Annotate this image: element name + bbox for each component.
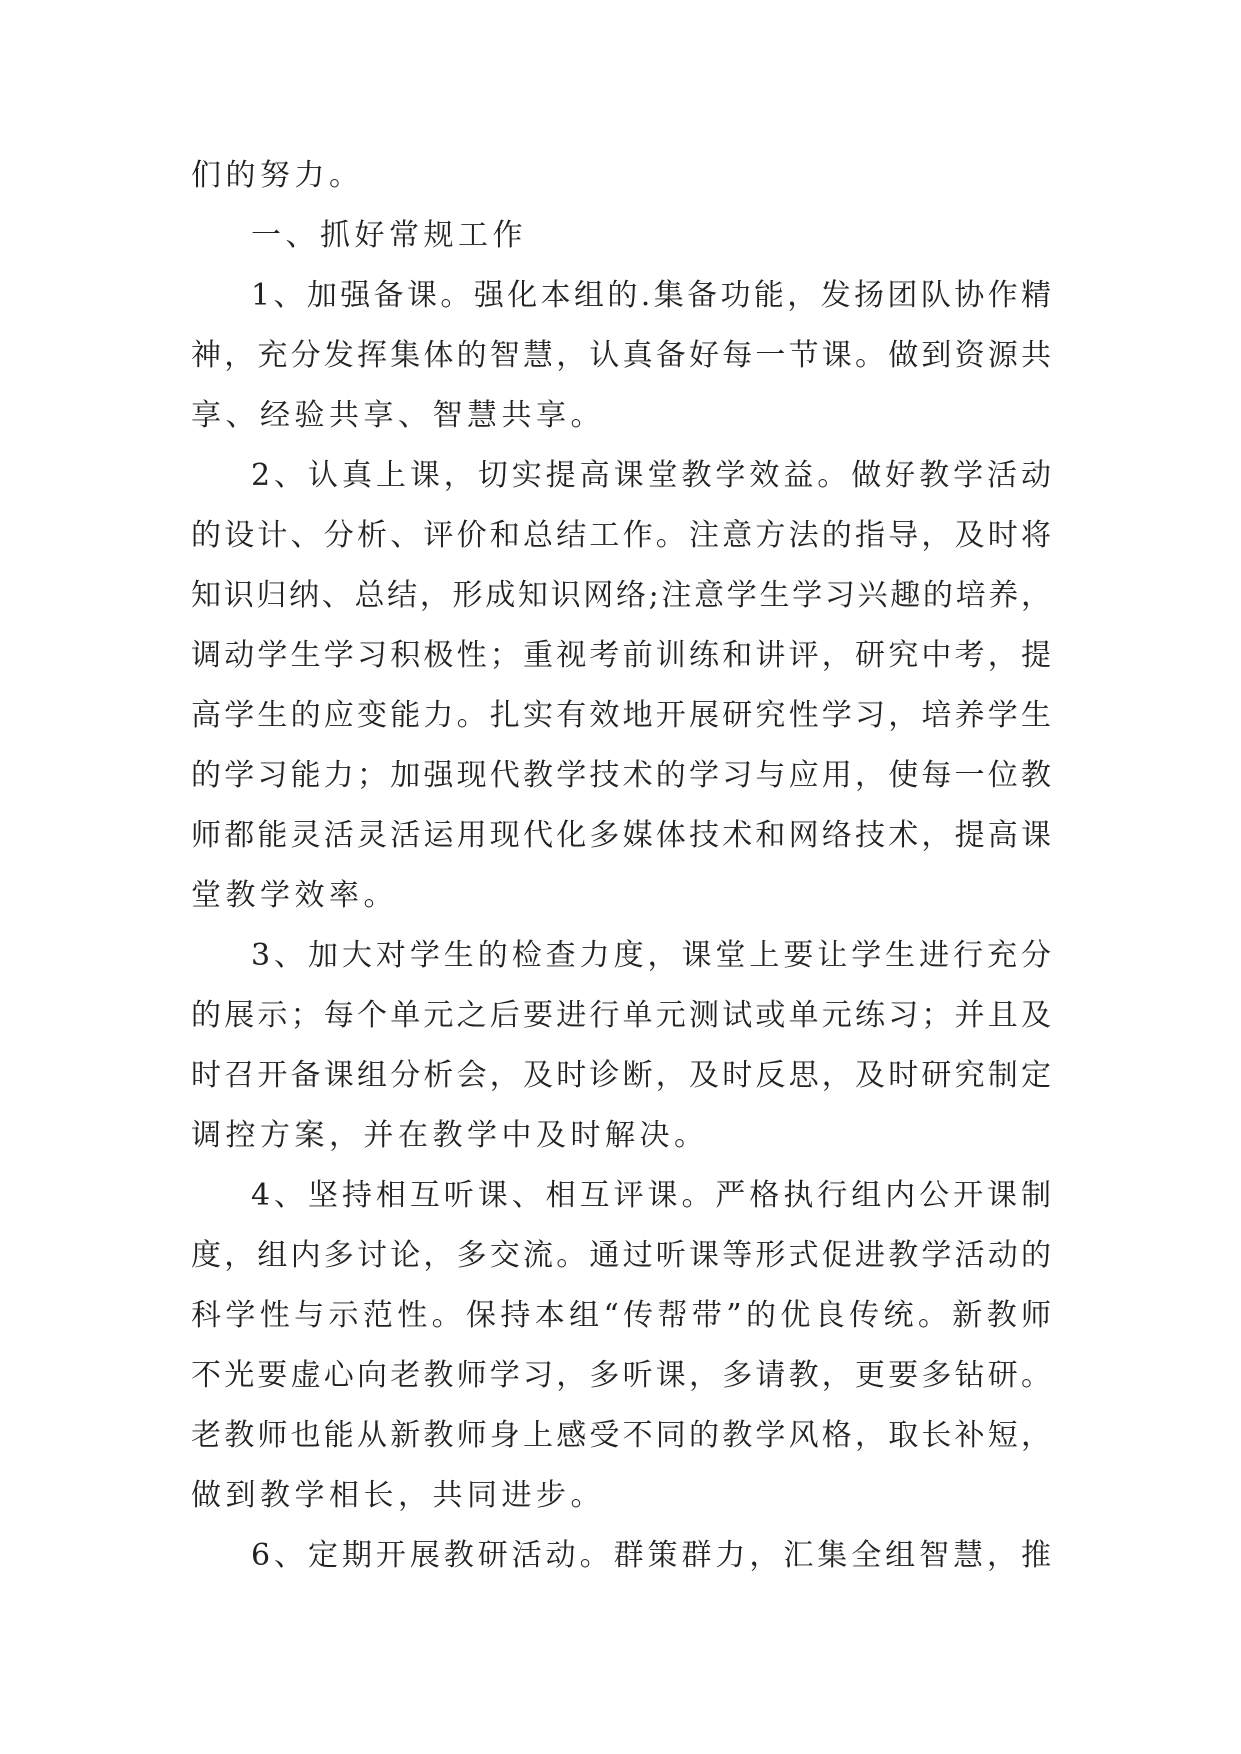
text-line: 2、认真上课，切实提高课堂教学效益。做好教学活动 [251,458,1051,493]
text-line: 高学生的应变能力。扎实有效地开展研究性学习，培养学生 [191,698,1051,733]
text-line: 1、加强备课。强化本组的.集备功能，发扬团队协作精 [251,278,1051,313]
text-line: 老教师也能从新教师身上感受不同的教学风格，取长补短， [191,1418,1051,1453]
text-line: 3、加大对学生的检查力度，课堂上要让学生进行充分 [251,938,1051,973]
text-line: 知识归纳、总结，形成知识网络;注意学生学习兴趣的培养， [191,578,1051,613]
text-line: 科学性与示范性。保持本组“传帮带”的优良传统。新教师 [191,1298,1051,1333]
text-line: 调动学生学习积极性；重视考前训练和讲评，研究中考，提 [191,638,1051,673]
text-line: 度，组内多讨论，多交流。通过听课等形式促进教学活动的 [191,1238,1051,1273]
text-line: 堂教学效率。 [191,878,398,913]
text-line: 的展示；每个单元之后要进行单元测试或单元练习；并且及 [191,998,1051,1033]
text-line: 的学习能力；加强现代教学技术的学习与应用，使每一位教 [191,758,1051,793]
section-heading: 一、抓好常规工作 [251,218,527,253]
text-line: 4、坚持相互听课、相互评课。严格执行组内公开课制 [251,1178,1051,1213]
text-line: 师都能灵活灵活运用现代化多媒体技术和网络技术，提高课 [191,818,1051,853]
text-line: 调控方案，并在教学中及时解决。 [191,1118,709,1153]
text-line: 神，充分发挥集体的智慧，认真备好每一节课。做到资源共 [191,338,1051,373]
text-line: 享、经验共享、智慧共享。 [191,398,605,433]
text-line: 的设计、分析、评价和总结工作。注意方法的指导，及时将 [191,518,1051,553]
text-line: 6、定期开展教研活动。群策群力，汇集全组智慧，推 [251,1538,1051,1573]
text-line: 时召开备课组分析会，及时诊断，及时反思，及时研究制定 [191,1058,1051,1093]
document-body [191,146,1051,1586]
text-line: 们的努力。 [191,158,364,193]
text-line: 做到教学相长，共同进步。 [191,1478,605,1513]
text-line: 不光要虚心向老教师学习，多听课，多请教，更要多钻研。 [191,1358,1051,1393]
